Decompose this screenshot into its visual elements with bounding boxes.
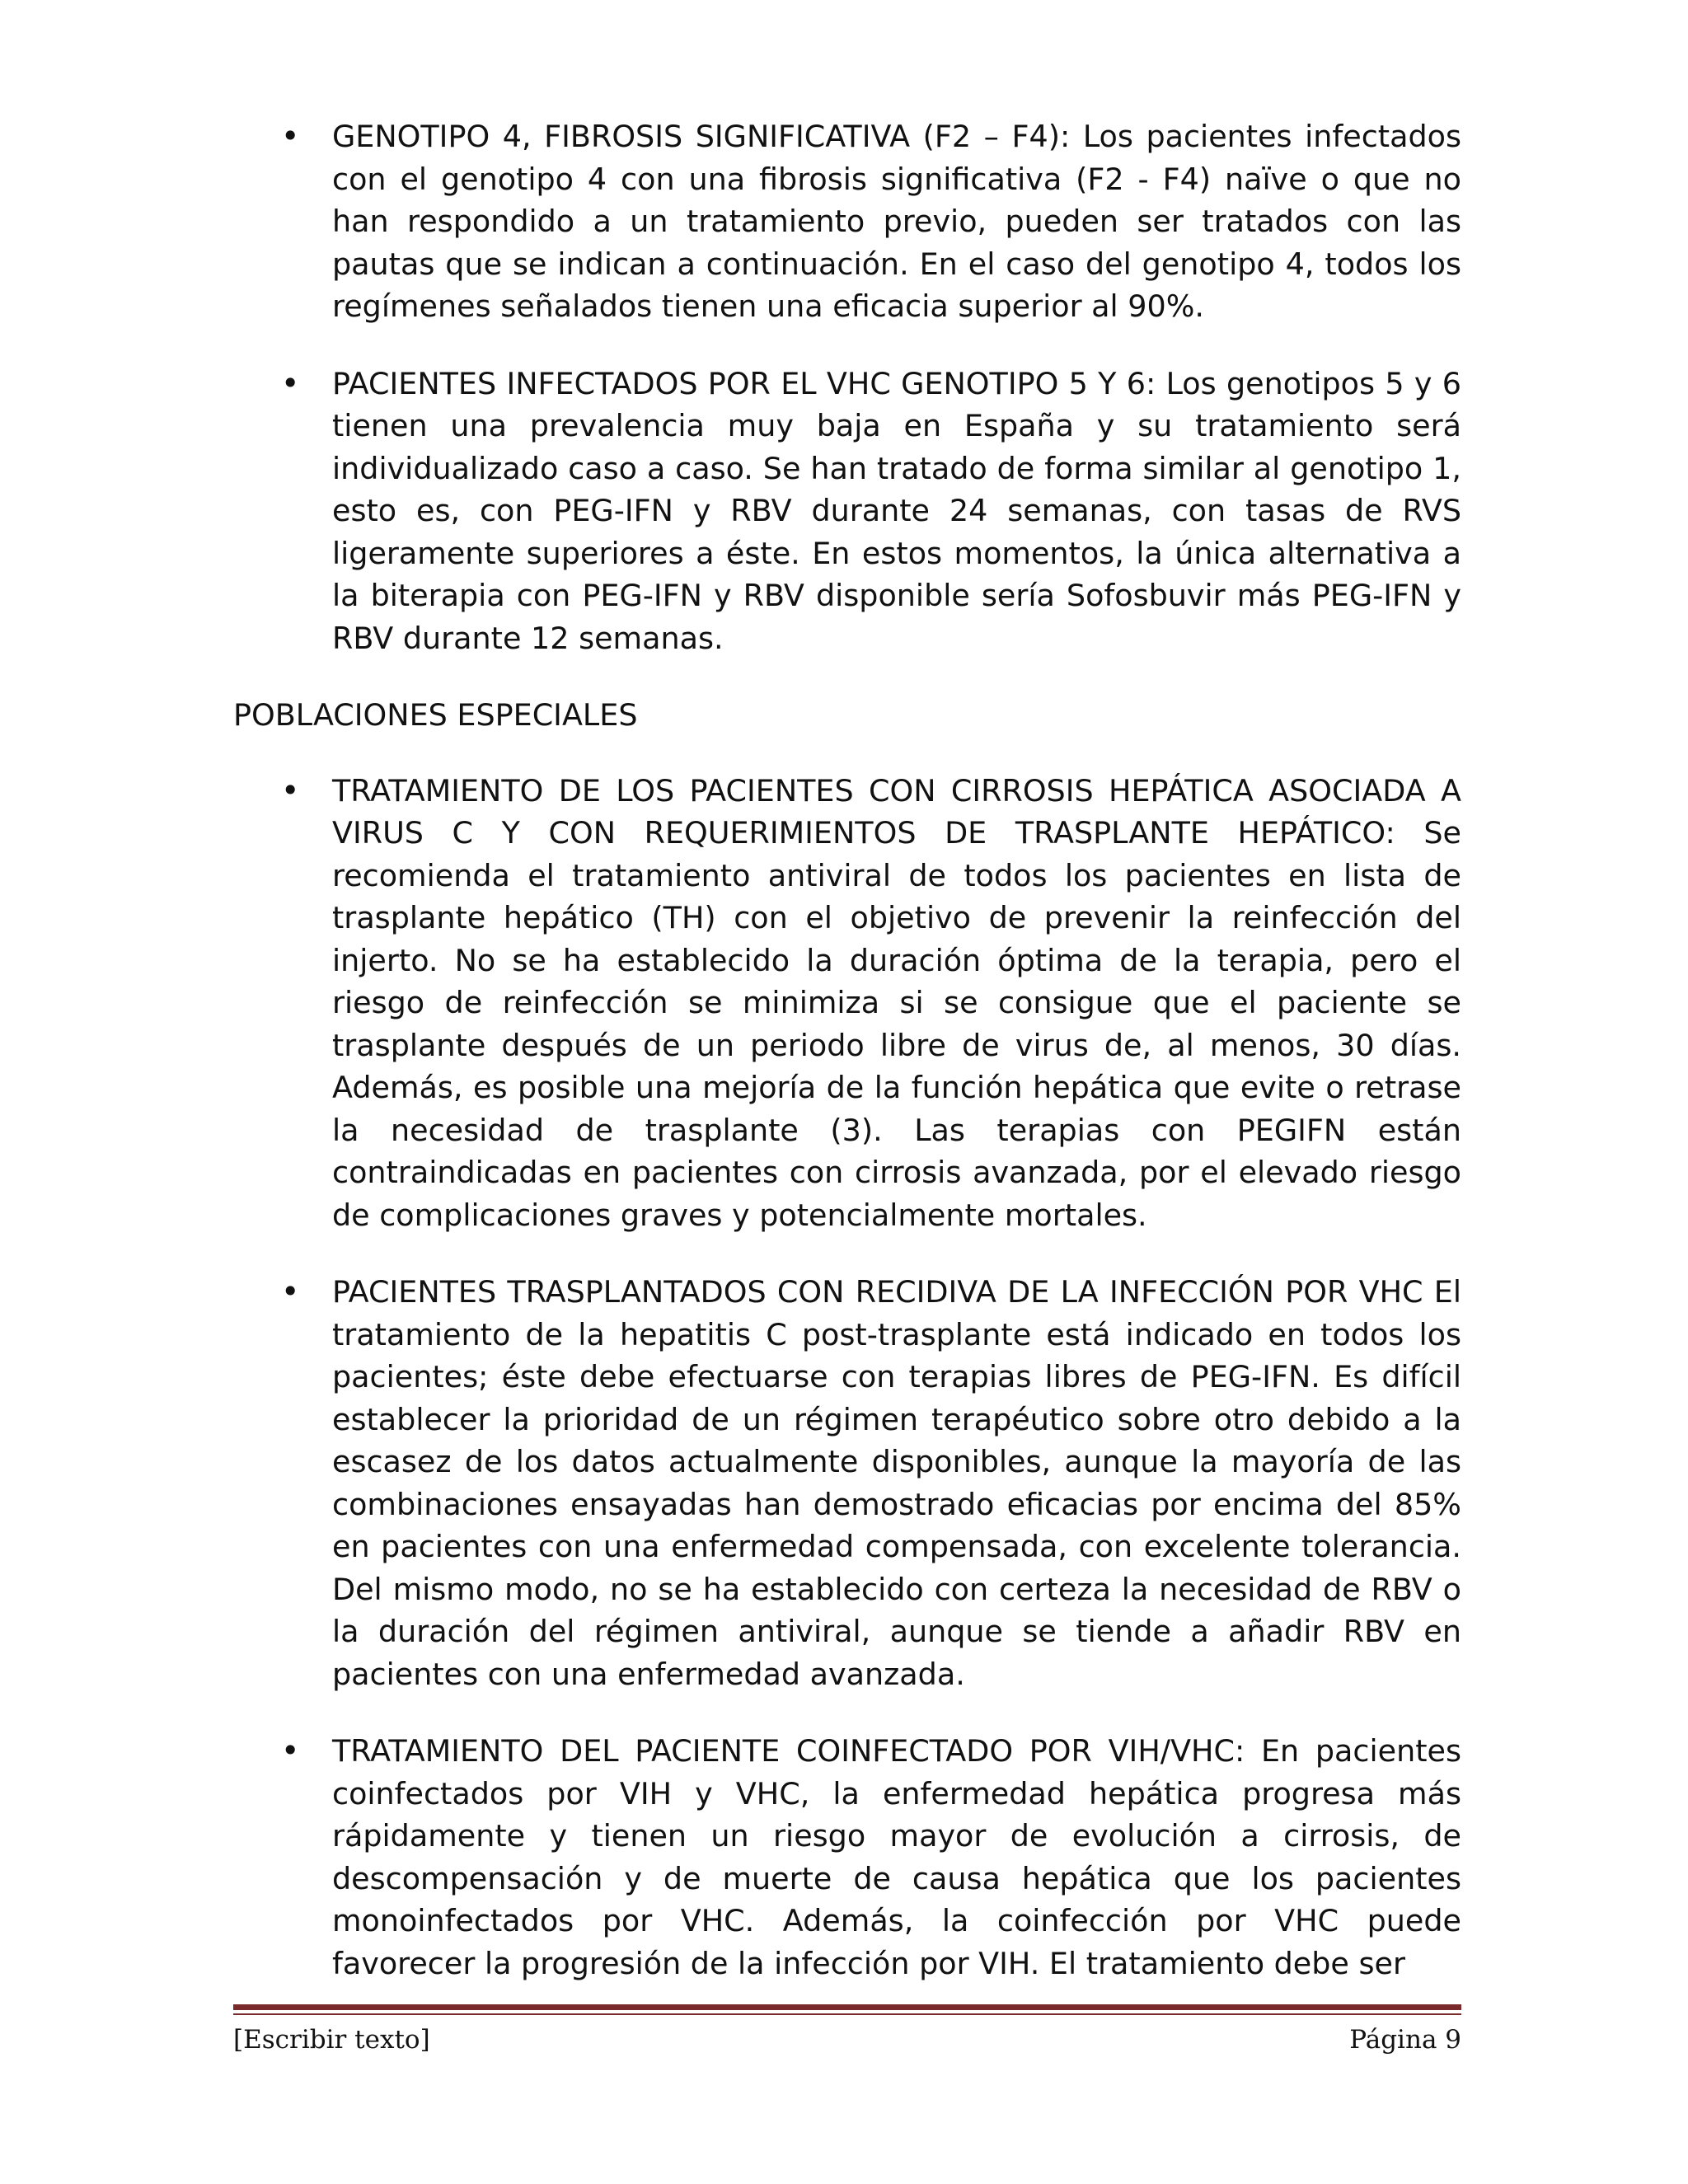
footer-placeholder-text: [Escribir texto] — [233, 2025, 430, 2055]
page-number: Página 9 — [1349, 2025, 1461, 2055]
list-item-trasplantados-recidiva — [233, 1271, 1461, 1695]
bullet-marker: • — [281, 1273, 300, 1310]
paragraph-trasplantados-recidiva: PACIENTES TRASPLANTADOS CON RECIDIVA DE LA INFECCIÓN POR VHC El tratamiento de la hepatitis C post-trasplante está indicado en todos los pacientes; éste debe efectuarse con terapias libres de PEG-IFN. Es difícil establecer la prioridad de un régimen terapéutico sobre otro debido a la escasez de los datos actualmente disponibles, aunque la mayoría de las combinaciones ensayadas han demostrado eficacias por encima del 85% en pacientes con una enfermedad compensada, con excelente tolerancia. Del mismo modo, no se ha establecido con certeza la necesidad de RBV o la duración del régimen antiviral, aunque se tiende a añadir RBV en pacientes con una enfermedad avanzada. — [332, 1274, 1461, 1692]
bullet-list-top — [233, 115, 1461, 659]
list-item-cirrosis-trasplante — [233, 770, 1461, 1237]
paragraph-genotipo-5-6: PACIENTES INFECTADOS POR EL VHC GENOTIPO 5 Y 6: Los genotipos 5 y 6 tienen una prevalencia muy baja en España y su tratamiento será individualizado caso a caso. Se han tratado de forma similar al genotipo 1, esto es, con PEG-IFN y RBV durante 24 semanas, con tasas de RVS ligeramente superiores a éste. En estos momentos, la única alternativa a la biterapia con PEG-IFN y RBV disponible sería Sofosbuvir más PEG-IFN y RBV durante 12 semanas. — [332, 365, 1461, 656]
bullet-list-special — [233, 770, 1461, 1985]
list-item-genotipo-4 — [233, 115, 1461, 328]
footer-divider-thin — [233, 2013, 1461, 2015]
section-heading-poblaciones-especiales: POBLACIONES ESPECIALES — [233, 697, 638, 733]
list-item-coinfectado-vih-vhc — [233, 1730, 1461, 1985]
bullet-marker: • — [281, 1732, 300, 1769]
page-body — [233, 115, 1461, 2019]
footer-divider — [233, 2004, 1461, 2010]
paragraph-genotipo-4: GENOTIPO 4, FIBROSIS SIGNIFICATIVA (F2 – F4): Los pacientes infectados con el genotipo 4 con una fibrosis significativa (F2 - F4) naïve o que no han respondido a un tratamiento previo, pueden ser tratados con las pautas que se indican a continuación. En el caso del genotipo 4, todos los regímenes señalados tienen una eficacia superior al 90%. — [332, 119, 1461, 324]
paragraph-coinfectado-vih-vhc: TRATAMIENTO DEL PACIENTE COINFECTADO POR VIH/VHC: En pacientes coinfectados por VIH y VHC, la enfermedad hepática progresa más rápidamente y tienen un riesgo mayor de evolución a cirrosis, de descompensación y de muerte de causa hepática que los pacientes monoinfectados por VHC. Además, la coinfección por VHC puede favorecer la progresión de la infección por VIH. El tratamiento debe ser — [332, 1733, 1461, 1981]
bullet-marker: • — [281, 364, 300, 401]
paragraph-cirrosis-trasplante: TRATAMIENTO DE LOS PACIENTES CON CIRROSIS HEPÁTICA ASOCIADA A VIRUS C Y CON REQUERIMIENTOS DE TRASPLANTE HEPÁTICO: Se recomienda el tratamiento antiviral de todos los pacientes en lista de trasplante hepático (TH) con el objetivo de prevenir la reinfección del injerto. No se ha establecido la duración óptima de la terapia, pero el riesgo de reinfección se minimiza si se consigue que el paciente se trasplante después de un periodo libre de virus de, al menos, 30 días. Además, es posible una mejoría de la función hepática que evite o retrase la necesidad de trasplante (3). Las terapias con PEGIFN están contraindicadas en pacientes con cirrosis avanzada, por el elevado riesgo de complicaciones graves y potencialmente mortales. — [332, 772, 1461, 1233]
list-item-genotipo-5-6 — [233, 363, 1461, 660]
bullet-marker: • — [281, 771, 300, 808]
bullet-marker: • — [281, 118, 300, 154]
